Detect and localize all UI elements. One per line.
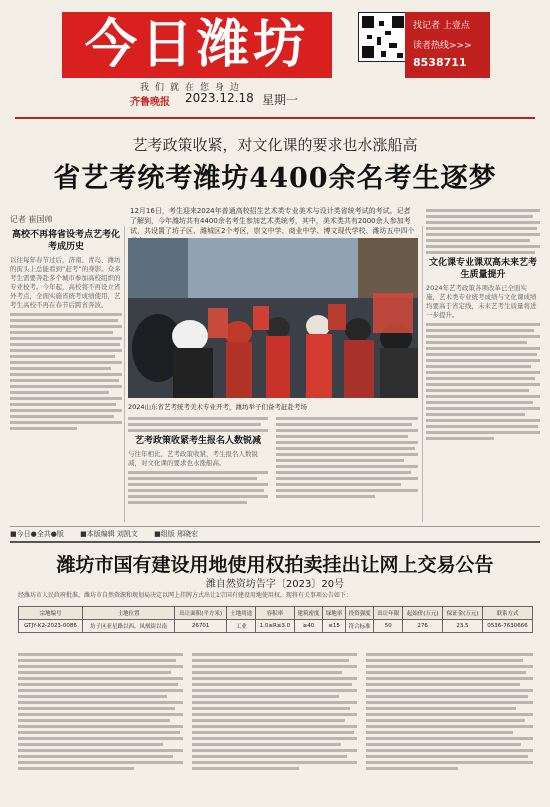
notice-body-col-3 bbox=[366, 650, 533, 800]
notice-body-col-2 bbox=[192, 650, 357, 800]
table-cell: 0536-7630666 bbox=[483, 620, 533, 633]
middle-left-column bbox=[128, 414, 268, 522]
hotline-phone: 8538711 bbox=[413, 56, 467, 69]
notice-body-col-1 bbox=[18, 650, 183, 800]
subhead-2: 艺考政策收紧考生报名人数锐减 bbox=[134, 436, 261, 446]
story-lead: 12月16日，考生迎来2024年普通高校招生艺术类专业美术与设计类省统考试的考试。记者了解到，今年潍坊共有4400余名考生参加艺术类统考，其中，美术类共有2000余人参加考试，共设置了坊子区、潍城区2个考区，崇文中学、商业中学、博文现代学校、潍坊五中四个 bbox=[130, 207, 415, 235]
table-header-cell: 联系方式 bbox=[483, 607, 533, 620]
qr-code-icon bbox=[358, 12, 408, 62]
table-header-cell: 土地位置 bbox=[83, 607, 175, 620]
masthead-rule bbox=[15, 117, 535, 119]
table-row bbox=[19, 620, 533, 633]
notice-subtitle: 潍自然资坊告字〔2023〕20号 bbox=[205, 579, 345, 590]
table-cell: 23.5 bbox=[443, 620, 483, 633]
section-rule-bold bbox=[10, 541, 540, 543]
column-divider-right bbox=[422, 226, 423, 522]
left-column-filler bbox=[10, 313, 122, 430]
table-header-cell: 出让年限 bbox=[374, 607, 403, 620]
credit-proof: ■组版 邢晓宏 bbox=[154, 530, 198, 538]
middle-column-text: 与往年相比，艺考政策收紧，考生报名人数锐减，对文化课的要求也水涨船高。 bbox=[128, 450, 258, 467]
table-header-cell: 投资强度 bbox=[345, 607, 374, 620]
story-kicker: 艺考政策收紧，对文化课的要求也水涨船高 bbox=[132, 136, 418, 154]
exam-crowd-photo bbox=[128, 238, 418, 398]
credit-editor: ■本版编辑 刘凯文 bbox=[80, 530, 138, 538]
credit-note: ■今日●全共●版 bbox=[10, 530, 64, 538]
left-column-text: 以往每年春节过后，济南、青岛、潍坊的街头上总能看到“赶考”的身影。众多考生需要奔赴多个城市参加高校组织的专业校考。今年起，高校将不再设立省外考点，全面实施省统考成绩使用，艺考生高校不再在春节后跨省奔波。 bbox=[10, 256, 121, 309]
table-cell: 符合标准 bbox=[345, 620, 374, 633]
subhead-3: 文化课专业课双高未来艺考生质量提升 bbox=[428, 258, 537, 280]
table-header-cell: 起始价(万元) bbox=[403, 607, 443, 620]
notice-title: 潍坊市国有建设用地使用权拍卖挂出让网上交易公告 bbox=[56, 554, 494, 576]
notice-intro: 经潍坊市人民政府批准，潍坊市自然资源和规划局决定以网上挂牌方式出让1宗国有建设用地使用权。现将有关事项公告如下： bbox=[18, 592, 352, 599]
photo-caption: 2024山东省艺考统考美术专业开考，潍坊举子们备考赶赴考场 bbox=[128, 403, 308, 411]
right-column-text: 2024年艺考政策各项改革已全面实施，艺术类专业统考成绩与文化课成绩均要高于省定线，未来艺考生质量将进一步提升。 bbox=[426, 284, 537, 319]
story-headline: 省艺考统考潍坊4400余名考生逐梦 bbox=[53, 163, 497, 194]
table-cell: 26701 bbox=[174, 620, 227, 633]
table-header-cell: 出让面积(平方米) bbox=[174, 607, 227, 620]
land-auction-table bbox=[18, 606, 533, 633]
table-cell: GTJY-K2-2023-0086 bbox=[19, 620, 83, 633]
table-header-row bbox=[19, 607, 533, 620]
left-column bbox=[10, 226, 122, 522]
reader-hotline-panel bbox=[405, 12, 490, 78]
masthead-slogan: 我们就在您身边 bbox=[140, 83, 246, 93]
table-header-cell: 容积率 bbox=[256, 607, 295, 620]
subhead-1: 高校不再将省设考点艺考化考成历史 bbox=[11, 230, 120, 252]
table-header-cell: 土地用途 bbox=[227, 607, 256, 620]
table-cell: ≤15 bbox=[323, 620, 345, 633]
right-column bbox=[426, 206, 540, 522]
table-cell: 50 bbox=[374, 620, 403, 633]
table-header-cell: 绿地率 bbox=[323, 607, 345, 620]
table-cell: 1.0≤R≤3.0 bbox=[256, 620, 295, 633]
issue-date: 2023.12.18 bbox=[185, 91, 254, 105]
middle-right-column bbox=[276, 414, 418, 522]
table-cell: 坊子区亚星路以西、凤凰街以南 bbox=[83, 620, 175, 633]
issue-weekday: 星期一 bbox=[262, 93, 299, 107]
page-credits bbox=[10, 529, 540, 539]
section-rule bbox=[10, 526, 540, 527]
table-cell: 276 bbox=[403, 620, 443, 633]
table-header-cell: 建筑密度 bbox=[294, 607, 323, 620]
masthead bbox=[0, 0, 550, 118]
publisher-logo: 齐鲁晚报 bbox=[130, 97, 170, 108]
table-header-cell: 宗地编号 bbox=[19, 607, 83, 620]
newspaper-title: 今日潍坊 bbox=[84, 15, 309, 75]
hotline-line-2: 读者热线>>> bbox=[413, 41, 472, 51]
column-divider bbox=[124, 226, 125, 522]
table-header-cell: 保证金(万元) bbox=[443, 607, 483, 620]
table-cell: 工业 bbox=[227, 620, 256, 633]
hotline-line-1: 找记者 上壹点 bbox=[413, 21, 470, 31]
table-cell: ≥40 bbox=[294, 620, 323, 633]
story-byline: 记者 崔国帅 bbox=[10, 215, 53, 224]
